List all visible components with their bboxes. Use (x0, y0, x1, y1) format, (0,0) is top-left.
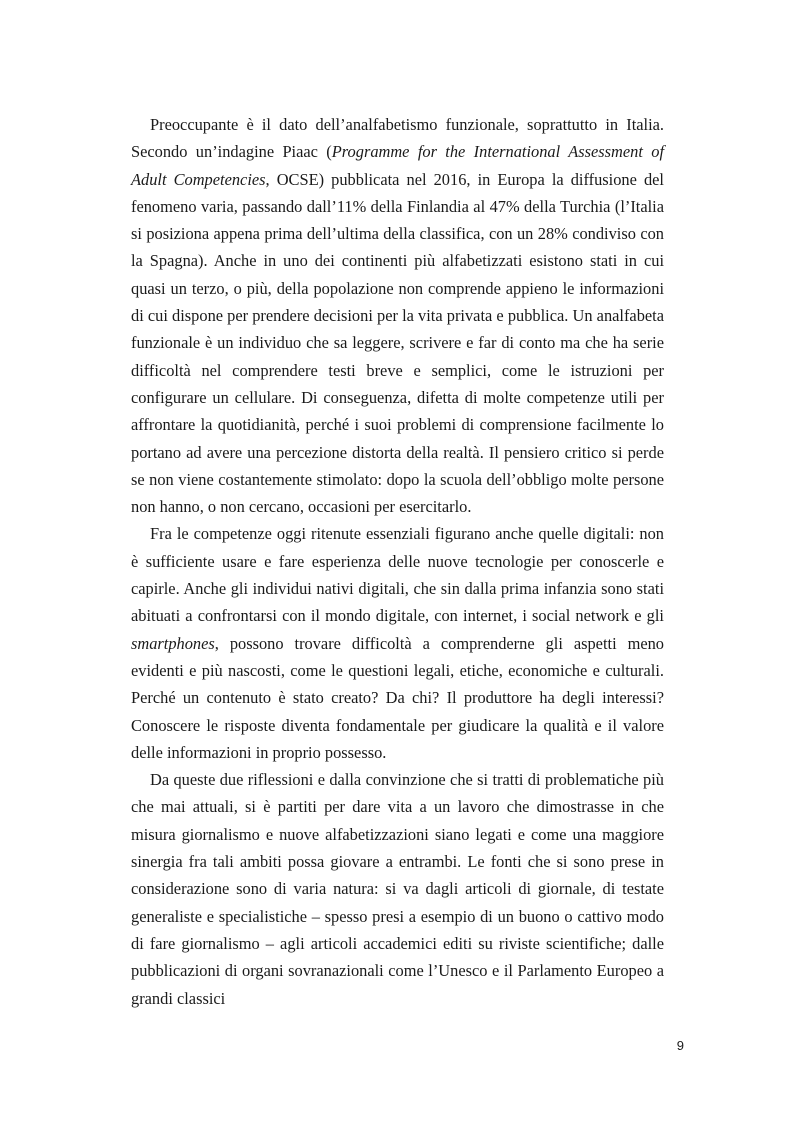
paragraph-3-run-1: Da queste due riflessioni e dalla convinzione che si tratti di problematiche più che mai attuali, si è partiti per dare vita a un lavoro che dimostrasse in che misura giornalismo e nuove alfabetizzazioni siano legati e come una maggiore sinergia fra tali ambiti possa giovare a entrambi. Le fonti che si sono prese in considerazione sono di varia natura: si va dagli articoli di giornale, di testate generaliste e specialistiche – spesso presi a esempio di un buono o cattivo modo di fare giornalismo – agli articoli accademici editi su riviste scientifiche; dalle pubblicazioni di organi sovranazionali come l’Unesco e il Parlamento Europeo a grandi classici (131, 770, 664, 1008)
body-text (131, 111, 664, 1012)
paragraph-1-run-1: Preoccupante è il dato dell’analfabetismo funzionale, soprattutto in Italia. Secondo un’indagine Piaac ( (131, 115, 664, 162)
paragraph-3 (131, 766, 664, 1012)
page-number: 9 (676, 1038, 684, 1053)
paragraph-2-italic-term: smartphones (131, 633, 215, 653)
paragraph-1-run-3: , OCSE) pubblicata nel 2016, in Europa la diffusione del fenomeno varia, passando dall’11% della Finlandia al 47% della Turchia (l’Italia si posiziona appena prima dell’ultima della classifica, con un 28% condiviso con la Spagna). Anche in uno dei continenti più alfabetizzati esistono stati in cui quasi un terzo, o più, della popolazione non comprende appieno le informazioni di cui dispone per prendere decisioni per la vita privata e pubblica. Un analfabeta funzionale è un individuo che sa leggere, scrivere e far di conto ma che ha serie difficoltà nel comprendere testi breve e semplici, come le istruzioni per configurare un cellulare. Di conseguenza, difetta di molte competenze utili per affrontare la quotidianità, perché i suoi problemi di comprensione facilmente lo portano ad avere una percezione distorta della realtà. Il pensiero critico si perde se non viene costantemente stimolato: dopo la scuola dell’obbligo molte persone non hanno, o non cercano, occasioni per esercitarlo. (131, 169, 664, 517)
paragraph-2 (131, 520, 664, 766)
paragraph-2-run-3: , possono trovare difficoltà a comprenderne gli aspetti meno evidenti e più nascosti, come le questioni legali, etiche, economiche e culturali. Perché un contenuto è stato creato? Da chi? Il produttore ha degli interessi? Conoscere le risposte diventa fondamentale per giudicare la qualità e il valore delle informazioni in proprio possesso. (131, 633, 664, 762)
paragraph-1 (131, 111, 664, 520)
paragraph-2-run-1: Fra le competenze oggi ritenute essenziali figurano anche quelle digitali: non è sufficiente usare e fare esperienza delle nuove tecnologie per conoscerle e capirle. Anche gli individui nativi digitali, che sin dalla prima infanzia sono stati abituati a confrontarsi con il mondo digitale, con internet, i social network e gli (131, 524, 664, 626)
paragraph-1-italic-title: Programme for the International Assessment of Adult Competencies (131, 142, 665, 189)
